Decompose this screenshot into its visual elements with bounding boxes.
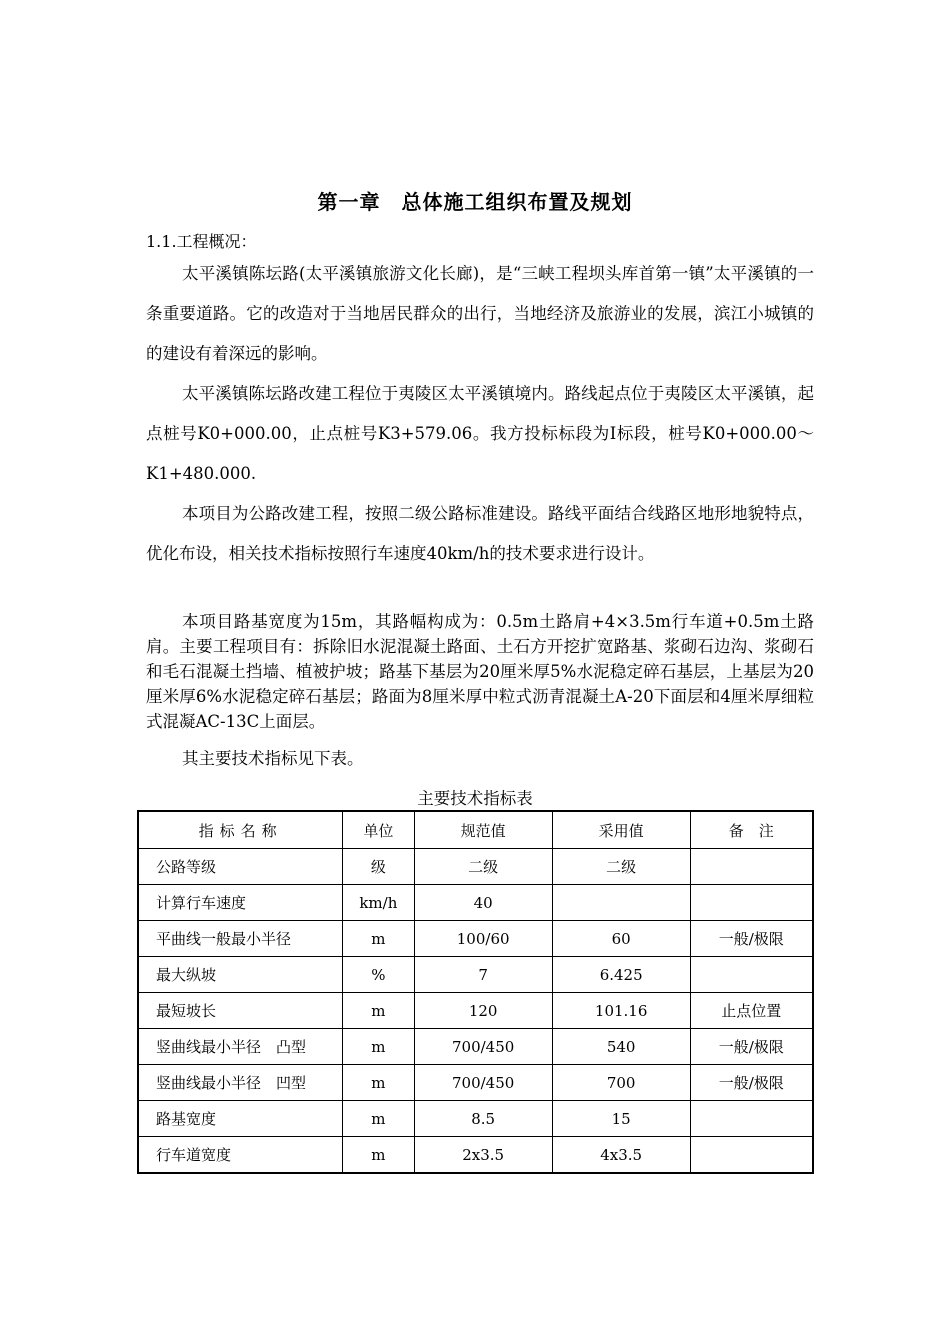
cell-unit: km/h [343,885,414,921]
cell-remarks [690,1137,813,1174]
cell-unit: % [343,957,414,993]
table-caption: 主要技术指标表 [417,789,533,808]
tech-spec-table [137,810,814,1174]
cell-unit: m [343,921,414,957]
paragraph-scope: 本项目路基宽度为15m，其路幅构成为：0.5m土路肩+4×3.5m行车道+0.5m土路肩。主要工程项目有：拆除旧水泥混凝土路面、土石方开挖扩宽路基、浆砌石边沟、浆砌石和毛石混凝土挡墙、植被护坡；路基下基层为20厘米厚5%水泥稳定碎石基层，上基层为20厘米厚6%水泥稳定碎石基层；路面为8厘米厚中粒式沥青混凝土A-20下面层和4厘米厚细粒式混凝AC-13C上面层。 [146,612,814,731]
cell-remarks: 一般/极限 [690,1029,813,1065]
cell-adopted-value: 700 [552,1065,690,1101]
cell-standard-value: 7 [414,957,552,993]
section-heading: 1.1.工程概况： [146,232,257,251]
table-row [138,1065,813,1101]
cell-standard-value: 100/60 [414,921,552,957]
cell-indicator-name: 平曲线一般最小半径 [138,921,343,957]
cell-remarks [690,957,813,993]
cell-standard-value: 二级 [414,849,552,885]
table-row [138,1137,813,1174]
cell-indicator-name: 竖曲线最小半径 凹型 [138,1065,343,1101]
header-standard-value: 规范值 [414,811,552,849]
cell-indicator-name: 最短坡长 [138,993,343,1029]
cell-unit: m [343,993,414,1029]
cell-adopted-value: 101.16 [552,993,690,1029]
table-header-row [138,811,813,849]
cell-unit: m [343,1029,414,1065]
cell-remarks: 止点位置 [690,993,813,1029]
cell-remarks: 一般/极限 [690,921,813,957]
cell-unit: m [343,1065,414,1101]
cell-indicator-name: 竖曲线最小半径 凸型 [138,1029,343,1065]
cell-remarks: 一般/极限 [690,1065,813,1101]
header-unit: 单位 [343,811,414,849]
header-adopted-value: 采用值 [552,811,690,849]
cell-standard-value: 2x3.5 [414,1137,552,1174]
chapter-title: 第一章 总体施工组织布置及规划 [317,190,633,214]
cell-adopted-value: 6.425 [552,957,690,993]
paragraph-standard: 本项目为公路改建工程，按照二级公路标准建设。路线平面结合线路区地形地貌特点，优化布设，相关技术指标按照行车速度40km/h的技术要求进行设计。 [146,504,814,563]
cell-standard-value: 8.5 [414,1101,552,1137]
cell-adopted-value [552,885,690,921]
table-row [138,1029,813,1065]
cell-unit: 级 [343,849,414,885]
paragraph-table-intro: 其主要技术指标见下表。 [182,749,364,768]
cell-adopted-value: 540 [552,1029,690,1065]
cell-remarks [690,849,813,885]
cell-standard-value: 700/450 [414,1065,552,1101]
cell-adopted-value: 二级 [552,849,690,885]
table-row [138,921,813,957]
cell-indicator-name: 路基宽度 [138,1101,343,1137]
cell-adopted-value: 60 [552,921,690,957]
table-row [138,885,813,921]
cell-adopted-value: 15 [552,1101,690,1137]
cell-unit: m [343,1137,414,1174]
cell-standard-value: 40 [414,885,552,921]
paragraph-location: 太平溪镇陈坛路改建工程位于夷陵区太平溪镇境内。路线起点位于夷陵区太平溪镇，起点桩号K0+000.00，止点桩号K3+579.06。我方投标标段为Ⅰ标段，桩号K0+000.00～K1+480.000. [146,384,814,483]
cell-adopted-value: 4x3.5 [552,1137,690,1174]
cell-unit: m [343,1101,414,1137]
table-row [138,957,813,993]
cell-standard-value: 120 [414,993,552,1029]
cell-indicator-name: 最大纵坡 [138,957,343,993]
header-remarks: 备 注 [690,811,813,849]
table-row [138,1101,813,1137]
table-row [138,849,813,885]
cell-standard-value: 700/450 [414,1029,552,1065]
cell-remarks [690,885,813,921]
cell-indicator-name: 公路等级 [138,849,343,885]
cell-remarks [690,1101,813,1137]
paragraph-overview: 太平溪镇陈坛路(太平溪镇旅游文化长廊)，是“三峡工程坝头库首第一镇”太平溪镇的一条重要道路。它的改造对于当地居民群众的出行，当地经济及旅游业的发展，滨江小城镇的的建设有着深远的影响。 [146,264,814,363]
cell-indicator-name: 计算行车速度 [138,885,343,921]
table-row [138,993,813,1029]
cell-indicator-name: 行车道宽度 [138,1137,343,1174]
header-indicator-name: 指标名称 [138,811,343,849]
